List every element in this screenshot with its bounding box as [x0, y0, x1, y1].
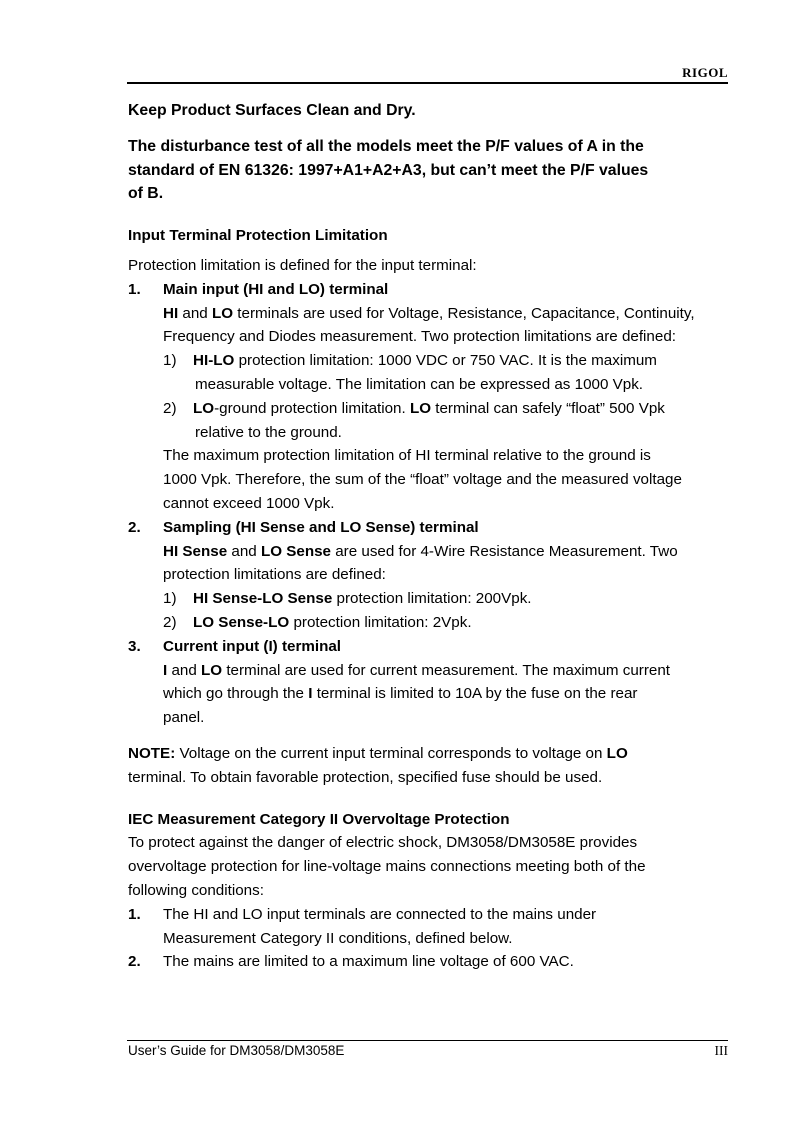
- term-i: I: [308, 685, 313, 703]
- sub-number: 1): [163, 352, 177, 370]
- item-1-max-3: cannot exceed 1000 Vpk.: [163, 494, 335, 512]
- item-2-sub-1: [128, 587, 728, 611]
- text: The mains are limited to a maximum line voltage of 600 VAC.: [163, 953, 574, 971]
- term-lo: LO: [409, 399, 432, 417]
- clean-heading: Keep Product Surfaces Clean and Dry.: [128, 102, 416, 119]
- item-2-heading: [128, 516, 728, 540]
- sub-number: 2): [163, 399, 177, 417]
- item-2-desc-1: [128, 540, 728, 564]
- item-3-number: 3.: [128, 637, 141, 655]
- item-3-heading: [128, 635, 728, 659]
- iec-para-3: following conditions:: [128, 881, 264, 899]
- note-label: NOTE:: [128, 744, 176, 762]
- item-1-heading: [128, 278, 728, 302]
- term-hi: HI: [163, 304, 179, 322]
- item-3-desc-1: [128, 659, 728, 683]
- disturbance-line-1: The disturbance test of all the models meet the P/F values of A in the: [128, 137, 644, 155]
- text: and: [178, 304, 212, 322]
- text: and: [227, 542, 261, 560]
- item-3-desc-3: panel.: [163, 709, 205, 727]
- condition-number: 2.: [128, 953, 141, 971]
- footer-page-number: III: [714, 1043, 728, 1058]
- item-1-max-1: The maximum protection limitation of HI terminal relative to the ground is: [163, 447, 651, 465]
- disturbance-line-3: of B.: [128, 185, 164, 203]
- item-3-desc-2: [128, 682, 728, 706]
- input-protection-intro: Protection limitation is defined for the input terminal:: [128, 256, 477, 274]
- condition-number: 1.: [128, 905, 141, 923]
- item-1-sub-1: [128, 349, 728, 373]
- disturbance-line-2: standard of EN 61326: 1997+A1+A2+A3, but can’t meet the P/F values: [128, 161, 649, 179]
- text: The HI and LO input terminals are connected to the mains under: [163, 905, 597, 923]
- term-lo-sense: LO Sense: [260, 542, 331, 560]
- item-1-sub-2-line-2: relative to the ground.: [195, 423, 342, 441]
- iec-condition-2: [128, 950, 728, 974]
- text: terminal can safely “float” 500 Vpk: [431, 399, 665, 417]
- text: terminal is limited to 10A by the fuse on the rear: [312, 685, 638, 703]
- text: terminal are used for current measurement. The maximum current: [222, 661, 671, 679]
- text: Voltage on the current input terminal corresponds to voltage on: [175, 744, 607, 762]
- term-i: I: [163, 661, 168, 679]
- text: which go through the: [163, 685, 309, 703]
- page-content: [128, 99, 728, 974]
- term-hi-sense: HI Sense: [163, 542, 228, 560]
- text: protection limitation: 1000 VDC or 750 VAC. It is the maximum: [234, 352, 657, 370]
- iec-para-1: To protect against the danger of electric shock, DM3058/DM3058E provides: [128, 834, 638, 852]
- item-1-desc-2: Frequency and Diodes measurement. Two protection limitations are defined:: [163, 328, 676, 346]
- item-3-title: Current input (I) terminal: [163, 637, 342, 655]
- iec-title: IEC Measurement Category II Overvoltage Protection: [128, 810, 510, 828]
- input-protection-title: Input Terminal Protection Limitation: [128, 227, 388, 245]
- iec-para-2: overvoltage protection for line-voltage mains connections meeting both of the: [128, 858, 646, 876]
- text: -ground protection limitation.: [214, 399, 410, 417]
- note-line-1: [128, 742, 728, 766]
- text: terminals are used for Voltage, Resistance, Capacitance, Continuity,: [233, 304, 695, 322]
- text: protection limitation: 200Vpk.: [332, 590, 532, 608]
- item-2-number: 2.: [128, 518, 141, 536]
- iec-condition-1-line-2: Measurement Category II conditions, defined below.: [163, 929, 513, 947]
- item-1-desc-1: [128, 302, 728, 326]
- text: and: [167, 661, 202, 679]
- footer-guide-title: User’s Guide for DM3058/DM3058E: [128, 1043, 345, 1058]
- note-line-2: terminal. To obtain favorable protection, specified fuse should be used.: [128, 768, 603, 786]
- header-rule: [127, 82, 728, 84]
- item-1-title: Main input (HI and LO) terminal: [163, 280, 389, 298]
- item-1-sub-2: [128, 397, 728, 421]
- term-lo-sense-lo: LO Sense-LO: [193, 613, 290, 631]
- item-1-sub-1-line-2: measurable voltage. The limitation can be expressed as 1000 Vpk.: [195, 375, 644, 393]
- brand-logo-text: RIGOL: [682, 65, 728, 80]
- term-sense-pair: HI Sense-LO Sense: [193, 590, 333, 608]
- item-1-number: 1.: [128, 280, 141, 298]
- term-lo: LO: [211, 304, 234, 322]
- text: are used for 4-Wire Resistance Measurement. Two: [331, 542, 678, 560]
- sub-number: 2): [163, 613, 177, 631]
- item-2-sub-2: [128, 611, 728, 635]
- footer-rule: [127, 1040, 728, 1041]
- term-hi-lo: HI-LO: [193, 352, 235, 370]
- sub-number: 1): [163, 590, 177, 608]
- term-lo: LO: [606, 744, 628, 762]
- term-lo: LO: [193, 399, 215, 417]
- text: protection limitation: 2Vpk.: [289, 613, 472, 631]
- item-1-max-2: 1000 Vpk. Therefore, the sum of the “float” voltage and the measured voltage: [163, 471, 682, 489]
- item-2-title: Sampling (HI Sense and LO Sense) terminal: [163, 518, 479, 536]
- item-2-desc-2: protection limitations are defined:: [163, 566, 386, 584]
- iec-condition-1: [128, 903, 728, 927]
- term-lo: LO: [201, 661, 223, 679]
